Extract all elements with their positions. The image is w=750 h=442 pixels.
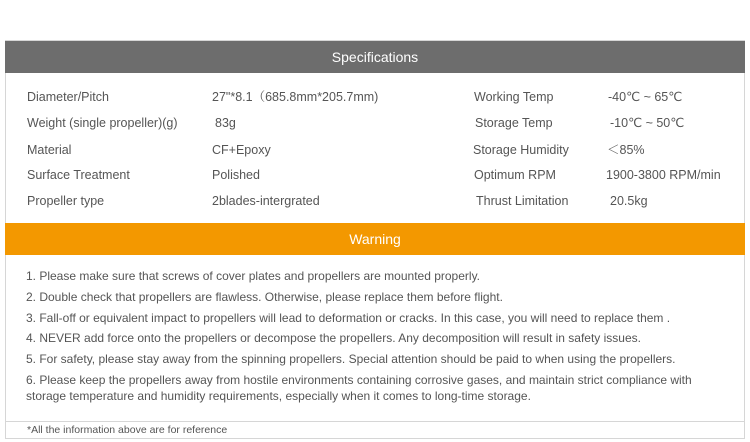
warning-item: 6. Please keep the propellers away from hostile environments containing corrosive gases, and maintain strict compliance with storage temperature and humidity requirements, especially when it comes to long-time storage. bbox=[26, 372, 692, 403]
warning-item: 1. Please make sure that screws of cover plates and propellers are mounted properly. bbox=[26, 269, 481, 283]
spec-value-material: CF+Epoxy bbox=[212, 143, 271, 157]
footnote: *All the information above are for reference bbox=[27, 424, 228, 436]
spec-value-working-temp: -40℃ ~ 65℃ bbox=[608, 90, 683, 104]
warning-header bbox=[5, 223, 745, 255]
spec-value-diameter: 27"*8.1（685.8mm*205.7mm) bbox=[212, 90, 379, 104]
spec-label-surface: Surface Treatment bbox=[27, 168, 130, 182]
footnote-divider bbox=[5, 421, 745, 422]
spec-value-storage-temp: -10℃ ~ 50℃ bbox=[610, 116, 685, 130]
warning-item: 5. For safety, please stay away from the spinning propellers. Special attention should be paid to when using the propellers. bbox=[26, 352, 676, 367]
warning-item: 4. NEVER add force onto the propellers or decompose the propellers. Any decomposition will result in safety issues. bbox=[26, 331, 641, 346]
spec-label-weight: Weight (single propeller)(g) bbox=[27, 116, 178, 130]
spec-label-optimum-rpm: Optimum RPM bbox=[474, 168, 556, 182]
spec-label-material: Material bbox=[27, 143, 72, 157]
spec-label-diameter: Diameter/Pitch bbox=[27, 90, 109, 104]
spec-label-working-temp: Working Temp bbox=[474, 90, 554, 104]
spec-value-storage-humidity: ＜85% bbox=[607, 143, 645, 157]
specifications-header bbox=[5, 41, 745, 73]
warning-item: 2. Double check that propellers are flawless. Otherwise, please replace them before flight. bbox=[26, 289, 503, 304]
spec-value-thrust-limitation: 20.5kg bbox=[610, 194, 648, 208]
warning-list bbox=[26, 268, 732, 409]
warning-title: Warning bbox=[349, 231, 401, 247]
spec-label-storage-humidity: Storage Humidity bbox=[473, 143, 569, 157]
spec-value-optimum-rpm: 1900-3800 RPM/min bbox=[606, 168, 721, 182]
spec-label-thrust-limitation: Thrust Limitation bbox=[476, 194, 569, 208]
spec-label-storage-temp: Storage Temp bbox=[475, 116, 553, 130]
spec-value-surface: Polished bbox=[212, 168, 260, 182]
spec-value-propeller-type: 2blades-intergrated bbox=[212, 194, 320, 208]
warning-item: 3. Fall-off or equivalent impact to propellers will lead to deformation or cracks. In this case, you will need to replace them . bbox=[26, 310, 671, 325]
specifications-title: Specifications bbox=[331, 49, 419, 65]
spec-label-propeller-type: Propeller type bbox=[27, 194, 105, 208]
spec-value-weight: 83g bbox=[215, 116, 236, 130]
